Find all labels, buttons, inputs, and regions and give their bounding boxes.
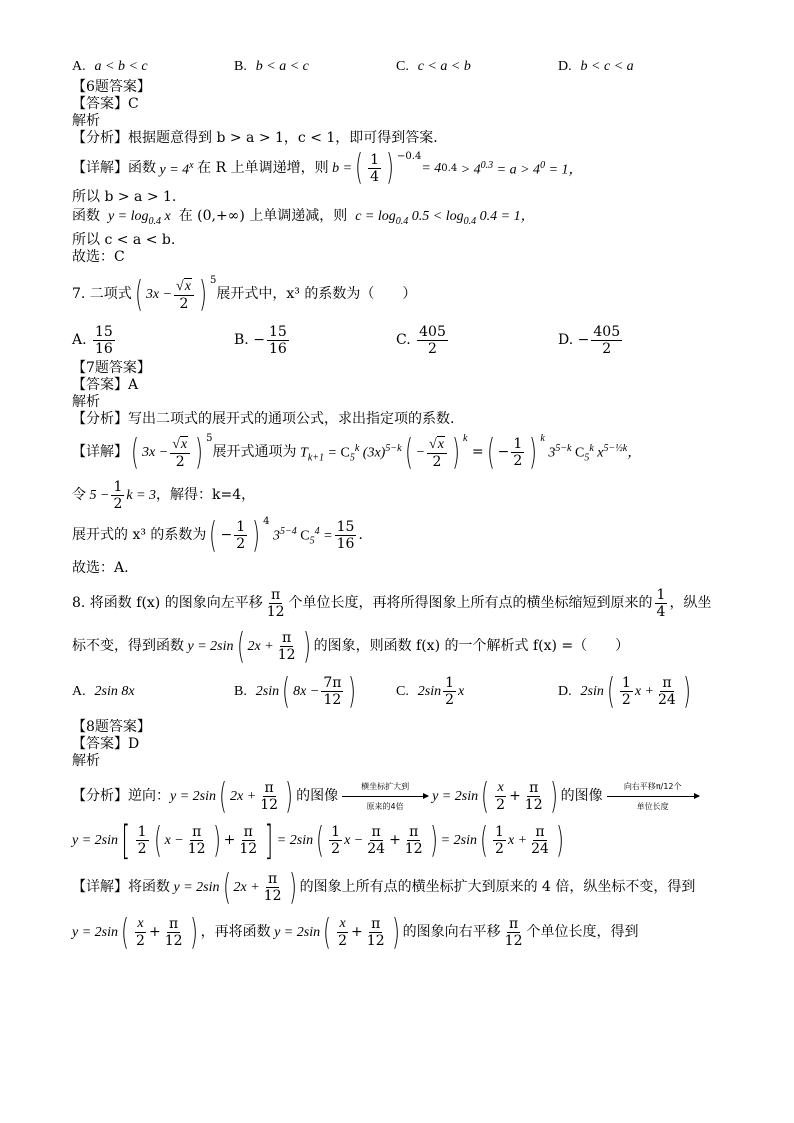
- q8-derivation: y = 2sin [ $\frac{1}{2}$ ( x − $\frac{\pi}{12}$ ) + $\frac{\pi}{12}$ ] = 2sin ( $\frac{1}{2}$ x − $\frac{\pi}{24}$ + $\frac{\pi}{12}$ ) = 2sin ( $\frac{1}{2}$ x + $\frac{\pi}{24}$ ): [72, 817, 564, 864]
- q6-answer: 【答案】C: [72, 96, 139, 112]
- q6-options: [72, 58, 732, 75]
- q6-fenxi: 【分析】根据题意得到 b > a > 1，c < 1，即可得到答案.: [72, 130, 438, 146]
- q7-analysis-heading: 解析: [72, 393, 100, 410]
- q8-detail-line2: y = 2sin ( $\frac{x}{2}$ + $\frac{\pi}{12}$ ) ，再将函数 y = 2sin ( $\frac{x}{2}$ + $\frac{\pi}{12}$ ) 的图象向右平移 $\frac{\pi}{12}$ 个单位长度，得到: [72, 911, 639, 953]
- q6-option-b[interactable]: B. b < a < c: [234, 59, 309, 74]
- q8-stem-line1: 8. 将函数 f(x) 的图象向左平移 $\frac{\pi}{12}$ 个单位长度，再将所得图象上所有点的横坐标缩短到原来的 $\frac{1}{4}$ ，纵坐: [72, 587, 712, 621]
- q6-answer-heading: 【6题答案】: [72, 79, 151, 95]
- q7-option-a[interactable]: A. $\frac{15}{16}$: [72, 324, 113, 358]
- q7-option-d[interactable]: D. − $\frac{405}{2}$: [558, 324, 621, 358]
- q7-option-b[interactable]: B. − $\frac{15}{16}$: [234, 324, 287, 358]
- q6-func2: 函数 $y = \log_{0.4} x$ 在 (0,+∞) 上单调递减，则 $c = \log_{0.4} 0.5 < \log_{0.4} 0.4 = 1$，: [72, 208, 535, 227]
- arrow-shift: 向右平移π/12个 单位长度: [607, 778, 699, 815]
- q6-option-a[interactable]: A. a < b < c: [72, 59, 148, 74]
- q7-stem: 7. 二项式 ( 3x − $\frac{√x}{2}$ ) 5 展开式中，x³ 的系数为（ ）: [72, 273, 417, 315]
- q6-detail: 【详解】函数 $y = 4^x$ 在 R 上单调递增，则 b = ( $\frac{1}{4}$ ) −0.4 = 4 0.4 > $4^{0.3} = a > 4^0 = 1$，: [72, 147, 583, 188]
- q8-option-c[interactable]: C. 2sin $\frac{1}{2}$ x: [396, 675, 465, 709]
- document-page: [72, 58, 732, 953]
- q7-choose: 故选：A.: [72, 559, 129, 576]
- q7-fenxi: 【分析】写出二项式的展开式的通项公式，求出指定项的系数.: [72, 410, 455, 427]
- q7-answer: 【答案】A: [72, 376, 139, 393]
- q6-analysis-heading: 解析: [72, 113, 100, 129]
- q8-option-d[interactable]: D. 2sin ( $\frac{1}{2}$ x + $\frac{\pi}{24}$ ): [558, 670, 691, 712]
- q7-let: 令 5 − $\frac{1}{2}$ k = 3 ，解得：k=4，: [72, 479, 256, 513]
- q6-so1: 所以 b > a > 1.: [72, 189, 177, 205]
- arrow-stretch: 横坐标扩大到 原来的4倍: [342, 778, 428, 815]
- q6-so2: 所以 c < a < b.: [72, 231, 176, 248]
- q6-func-exp: $y = 4^x$: [156, 160, 194, 178]
- q8-detail-line1: 【详解】将函数 y = 2sin ( 2x + $\frac{\pi}{12}$ ) 的图象上所有点的横坐标扩大到原来的 4 倍，纵坐标不变，得到: [72, 866, 696, 908]
- q7-detail: 【详解】 ( 3x − $\frac{√x}{2}$ ) 5 展开式通项为 $T_{k+1} = C_5^k$ $(3x)^{5-k}$ ( − $\frac{√x}{2}$ ) k = ( − $\frac{1}{2}$ ) k $3^{5-k}$ $C_5^k$ $x^{5-\frac{1}{2}k}$，: [72, 431, 642, 473]
- q7-answer-heading: 【7题答案】: [72, 359, 151, 376]
- q8-analysis-heading: 解析: [72, 752, 100, 769]
- q6-choose: 故选：C: [72, 248, 125, 265]
- q8-answer: 【答案】D: [72, 735, 140, 752]
- q8-option-a[interactable]: A. 2sin 8x: [72, 684, 135, 700]
- q8-stem-line2: 标不变，得到函数 y = 2sin ( 2x + $\frac{\pi}{12}$ ) 的图象，则函数 f(x) 的一个解析式 f(x) =（ ）: [72, 625, 630, 667]
- q8-fenxi: 【分析】逆向： y = 2sin ( 2x + $\frac{\pi}{12}$ ) 的图像 横坐标扩大到 原来的4倍 y = 2sin ( $\frac{x}{2}$ + $\frac{\pi}{12}$ ) 的图像 向右平移π/12个 单位长度: [72, 776, 732, 818]
- q6-frac-quarter: $\frac{1}{4}$: [370, 151, 379, 185]
- q7-option-c[interactable]: C. $\frac{405}{2}$: [396, 324, 446, 358]
- q6-option-c[interactable]: C. c < a < b: [396, 59, 471, 74]
- q6-option-d[interactable]: D. b < c < a: [558, 59, 634, 74]
- q8-answer-heading: 【8题答案】: [72, 718, 151, 735]
- q8-options: [72, 671, 732, 713]
- q7-options: [72, 322, 732, 360]
- q7-coef: 展开式的 x³ 的系数为 ( − $\frac{1}{2}$ ) 4 $3^{5-4}$ $C_5^4$ = $\frac{15}{16}$ .: [72, 514, 363, 556]
- q8-option-b[interactable]: B. 2sin ( 8x − $\frac{7\pi}{12}$ ): [234, 670, 357, 712]
